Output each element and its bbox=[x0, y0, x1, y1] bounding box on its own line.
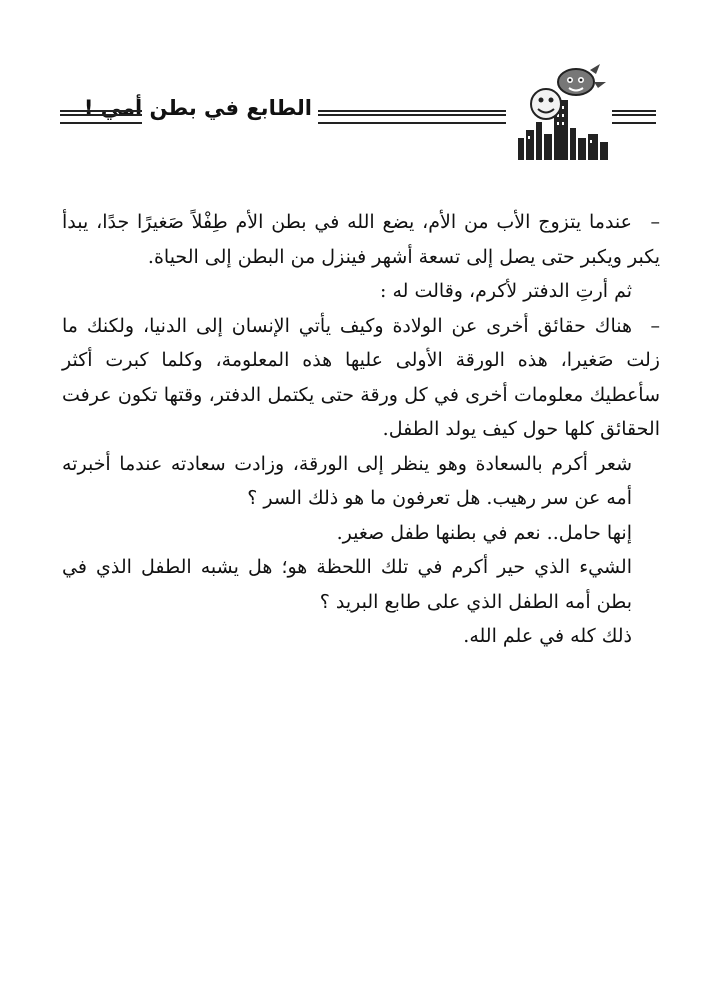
decorative-rule-left bbox=[60, 110, 142, 124]
paragraph: إنها حامل.. نعم في بطنها طفل صغير. bbox=[336, 521, 632, 544]
paragraph: –عندما يتزوج الأب من الأم، يضع الله في بطن الأم طِفْلاً صَغيرًا جدًا، يبدأ يكبر ويكبر حتى يصل إلى تسعة أشهر فينزل من البطن إلى الحياة. bbox=[62, 205, 660, 274]
paragraph: الشيء الذي حير أكرم في تلك اللحظة هو؛ هل يشبه الطفل الذي في بطن أمه الطفل الذي على طابع البريد ؟ bbox=[62, 556, 632, 613]
paragraph: ذلك كله في علم الله. bbox=[463, 625, 632, 647]
page-title: الطابع في بطن أمي ! bbox=[83, 96, 312, 120]
paragraph: ثم أرتِ الدفتر لأكرم، وقالت له : bbox=[380, 280, 632, 302]
page-header bbox=[0, 60, 720, 170]
list-dash: – bbox=[650, 314, 660, 337]
story-text bbox=[62, 205, 660, 654]
decorative-rule-right bbox=[612, 110, 656, 124]
list-dash: – bbox=[650, 211, 660, 233]
paragraph: –هناك حقائق أخرى عن الولادة وكيف يأتي الإنسان إلى الدنيا، ولكنك ما زلت صَغيرا، هذه الورقة الأولى عليها هذه المعلومة، وكلما كبرت أكثر سأعطيك معلومات أخرى في كل ورقة حتى يكتمل الدفتر، وقتها تكون عرفت الحقائق كلها حول كيف يولد الطفل. bbox=[62, 309, 660, 447]
cartoon-sun-over-city-icon bbox=[510, 60, 612, 162]
paragraph: شعر أكرم بالسعادة وهو ينظر إلى الورقة، وزادت سعادته عندما أخبرته أمه عن سر رهيب. هل تعرفون ما هو ذلك السر ؟ bbox=[62, 452, 632, 509]
decorative-rule-middle bbox=[318, 110, 506, 124]
